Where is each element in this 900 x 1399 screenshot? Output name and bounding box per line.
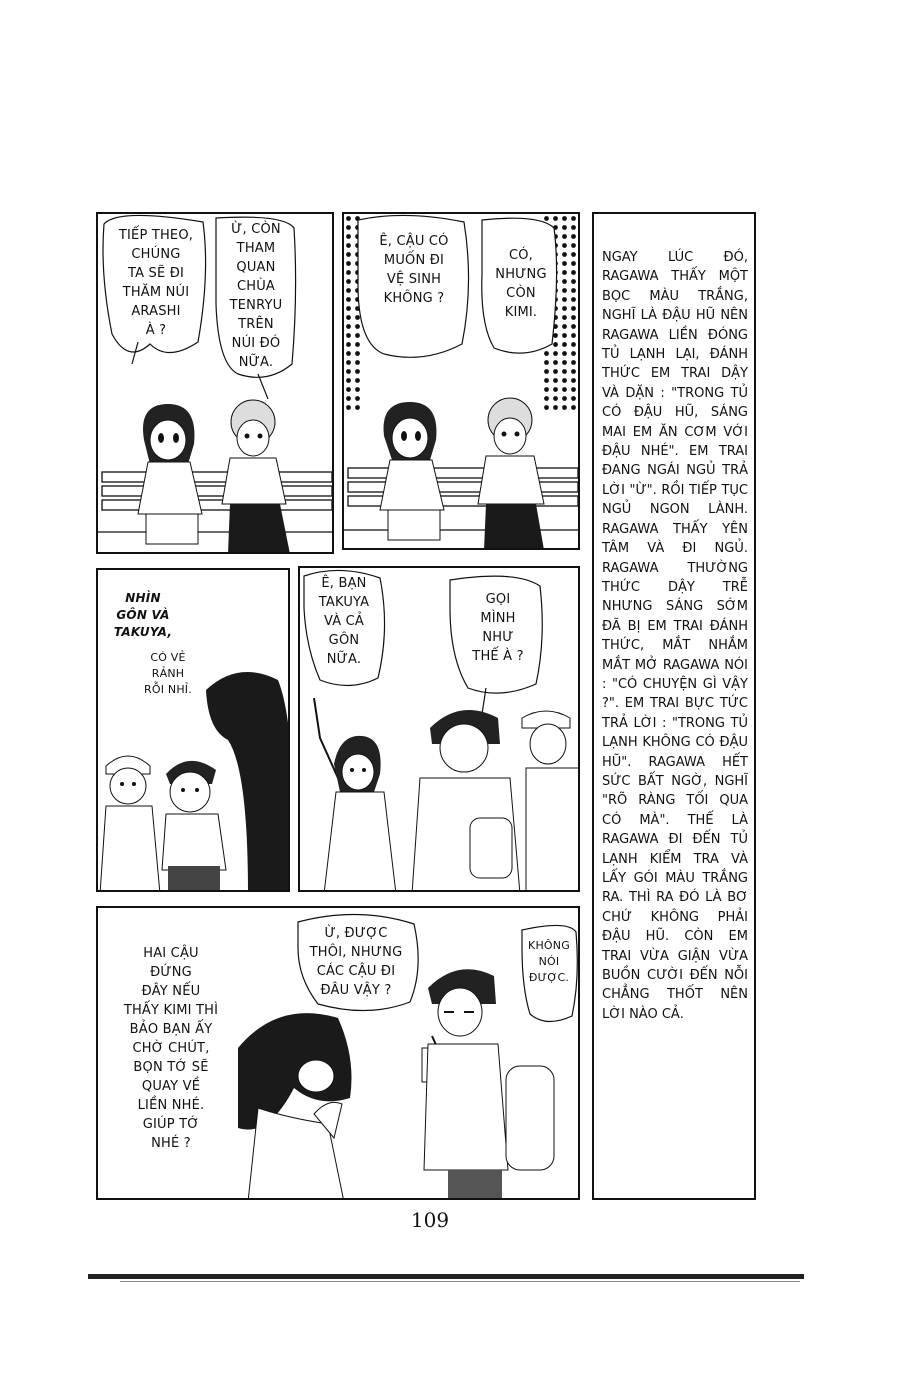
panel-3 bbox=[96, 568, 290, 892]
panel-1-speech-right: Ừ, CÒN THAM QUAN CHÙA TENRYU TRÊN NÚI ĐÓ NỮA. bbox=[229, 222, 283, 370]
panel-3-caption: NHÌN GÔN VÀ TAKUYA, bbox=[113, 591, 173, 639]
panel-2-speech-left: Ê, CẬU CÓ MUỐN ĐI VỆ SINH KHÔNG ? bbox=[379, 234, 449, 306]
panel-5-speech-middle: Ừ, ĐƯỢC THÔI, NHƯNG CÁC CẬU ĐI ĐÂU VẬY ? bbox=[309, 926, 403, 998]
panel-2-speech-right: CÓ, NHƯNG CÒN KIMI. bbox=[495, 248, 547, 320]
page-number: 109 bbox=[410, 1208, 450, 1232]
panel-1 bbox=[96, 212, 334, 554]
panel-5-speech-left: HAI CẬU ĐỨNG ĐÂY NẾU THẤY KIMI THÌ BẢO BẠN ẤY CHỜ CHÚT, BỌN TỚ SẼ QUAY VỀ LIỀN NHÉ. GIÚP TỚ NHÉ ? bbox=[123, 946, 219, 1151]
bottom-rule-thin bbox=[120, 1281, 800, 1282]
panel-4-speech-left: Ê, BẠN TAKUYA VÀ CẢ GÔN NỮA. bbox=[318, 576, 370, 667]
panel-2 bbox=[342, 212, 580, 550]
story-sidebar-text: NGAY LÚC ĐÓ, RAGAWA THẤY MỘT BỌC MÀU TRẮNG, NGHĨ LÀ ĐẬU HŨ NÊN RAGAWA LIỀN ĐÓNG TỦ LẠNH LẠI, ĐÁNH THỨC EM TRAI DẬY VÀ DẶN : "TRONG TỦ CÓ ĐẬU HŨ, SÁNG MAI EM ĂN CƠM VỚI ĐẬU NHÉ". EM TRAI ĐANG NGÁI NGỦ TRẢ LỜI "Ừ". RỒI TIẾP TỤC NGỦ NGON LÀNH. RAGAWA THẤY YÊN TÂM VÀ ĐI NGỦ. RAGAWA THƯỜNG THỨC DẬY TRỄ NHƯNG SÁNG SỚM ĐÃ BỊ EM TRAI ĐÁNH THỨC, MẮT NHẮM MẮT MỞ RAGAWA NÓI : "CÓ CHUYỆN GÌ VẬY ?". EM TRAI BỰC TỨC TRẢ LỜI : "TRONG TỦ LẠNH KHÔNG CÓ ĐẬU HŨ". RAGAWA HẾT SỨC BẤT NGỜ, NGHĨ "RÕ RÀNG TỐI QUA CÓ MÀ". THẾ LÀ RAGAWA ĐI ĐẾN TỦ LẠNH KIỂM TRA VÀ LẤY GÓI MÀU TRẮNG RA. THÌ RA ĐÓ LÀ BƠ CHỨ KHÔNG PHẢI ĐẬU HŨ. CÒN EM TRAI VỪA GIẬN VỪA BUỒN CƯỜI ĐẾN NỖI CHẲNG THỐT NÊN LỜI NÀO CẢ. bbox=[602, 250, 748, 1022]
panel-5 bbox=[96, 906, 580, 1200]
bottom-rule bbox=[88, 1274, 804, 1279]
panel-5-speech-right: KHÔNG NÓI ĐƯỢC. bbox=[528, 939, 570, 984]
panel-1-speech-left: TIẾP THEO, CHÚNG TA SẼ ĐI THĂM NÚI ARASHI À ? bbox=[118, 228, 194, 338]
panel-4 bbox=[298, 566, 580, 892]
panel-3-sub-caption: CÓ VẺ RẢNH RỖI NHỈ. bbox=[144, 651, 192, 696]
panel-4-speech-right: GỌI MÌNH NHƯ THẾ À ? bbox=[472, 592, 524, 664]
story-sidebar bbox=[592, 212, 756, 1200]
